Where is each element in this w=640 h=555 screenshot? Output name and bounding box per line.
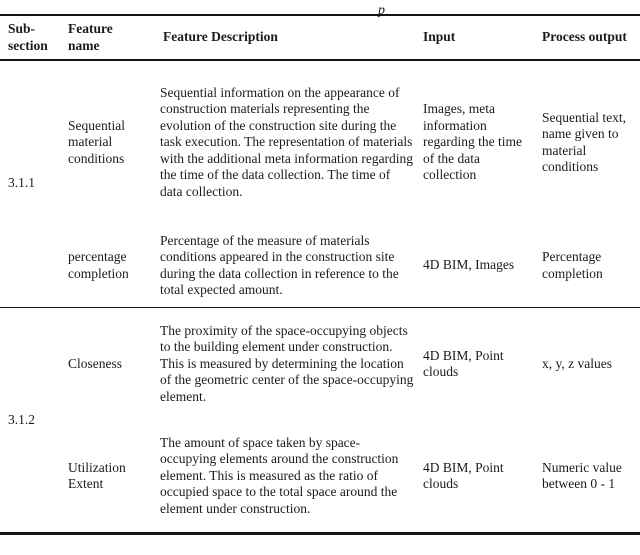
header-feature-description-label: Feature Description xyxy=(163,29,278,45)
table-row xyxy=(60,308,640,420)
table-header-row xyxy=(0,16,640,59)
feature-name-text: Closeness xyxy=(68,355,122,371)
caption-fragment xyxy=(378,3,408,22)
feature-description-text: Sequential information on the appearance of construction materials representing the evolution of the construction site during the task execution. The representation of materials with the additional meta information regarding the time of the data collection. The time of data collection. xyxy=(160,84,414,199)
process-output-cell xyxy=(540,308,640,420)
paper-table-page xyxy=(0,3,640,555)
feature-description-text: The amount of space taken by space-occupying elements around the construction element. This is measured as the ratio of occupied space to the total space around the element under construction. xyxy=(160,434,399,516)
input-cell xyxy=(422,225,540,307)
feature-name-text: Utilization Extent xyxy=(68,459,126,491)
feature-description-cell xyxy=(150,225,422,307)
feature-description-cell xyxy=(150,308,422,420)
subsection-label: 3.1.1 xyxy=(8,175,35,191)
feature-name-cell xyxy=(60,420,150,532)
feature-description-cell xyxy=(150,420,422,532)
table-bottom-rule xyxy=(0,532,640,535)
process-output-cell xyxy=(540,61,640,225)
process-output-text: Percentage completion xyxy=(542,249,603,281)
feature-description-text: The proximity of the space-occupying objects to the building element under construction. This is measured by determining the location of the geometric center of the space-occupying element. xyxy=(160,322,414,404)
input-text: 4D BIM, Images xyxy=(423,257,515,273)
feature-name-cell xyxy=(60,61,150,225)
process-output-cell xyxy=(540,225,640,307)
feature-description-cell xyxy=(150,61,422,225)
header-feature-name-label: Feature name xyxy=(68,21,113,53)
input-cell xyxy=(422,308,540,420)
section-3-1-1-features xyxy=(60,61,640,307)
header-subsection-label: Sub-section xyxy=(8,21,48,53)
table-row xyxy=(60,420,640,532)
header-input xyxy=(422,16,540,59)
feature-name-text: percentage completion xyxy=(68,249,129,281)
input-cell xyxy=(422,61,540,225)
process-output-cell xyxy=(540,420,640,532)
caption-fragment-text: p xyxy=(378,3,385,18)
feature-name-text: Sequential material conditions xyxy=(68,117,125,166)
input-text: 4D BIM, Point clouds xyxy=(423,347,504,379)
process-output-text: Sequential text, name given to material conditions xyxy=(542,109,626,174)
header-process-output xyxy=(540,16,640,59)
table-row xyxy=(60,225,640,307)
process-output-text: x, y, z values xyxy=(542,355,612,371)
table-row xyxy=(60,61,640,225)
input-cell xyxy=(422,420,540,532)
subsection-label: 3.1.2 xyxy=(8,411,35,427)
header-feature-name xyxy=(60,16,150,59)
header-feature-description xyxy=(150,16,422,59)
subsection-cell xyxy=(0,308,60,532)
feature-description-text: Percentage of the measure of materials conditions appeared in the construction site during the data collection in reference to the total expected amount. xyxy=(160,232,399,297)
subsection-cell xyxy=(0,61,60,307)
feature-name-cell xyxy=(60,225,150,307)
process-output-text: Numeric value between 0 - 1 xyxy=(542,459,622,491)
header-input-label: Input xyxy=(423,29,456,45)
header-process-output-label: Process output xyxy=(542,29,627,45)
feature-name-cell xyxy=(60,308,150,420)
input-text: Images, meta information regarding the time of the data collection xyxy=(423,101,522,183)
header-subsection xyxy=(0,16,60,59)
input-text: 4D BIM, Point clouds xyxy=(423,459,504,491)
section-3-1-2 xyxy=(0,308,640,532)
section-3-1-1 xyxy=(0,61,640,307)
section-3-1-2-features xyxy=(60,308,640,532)
